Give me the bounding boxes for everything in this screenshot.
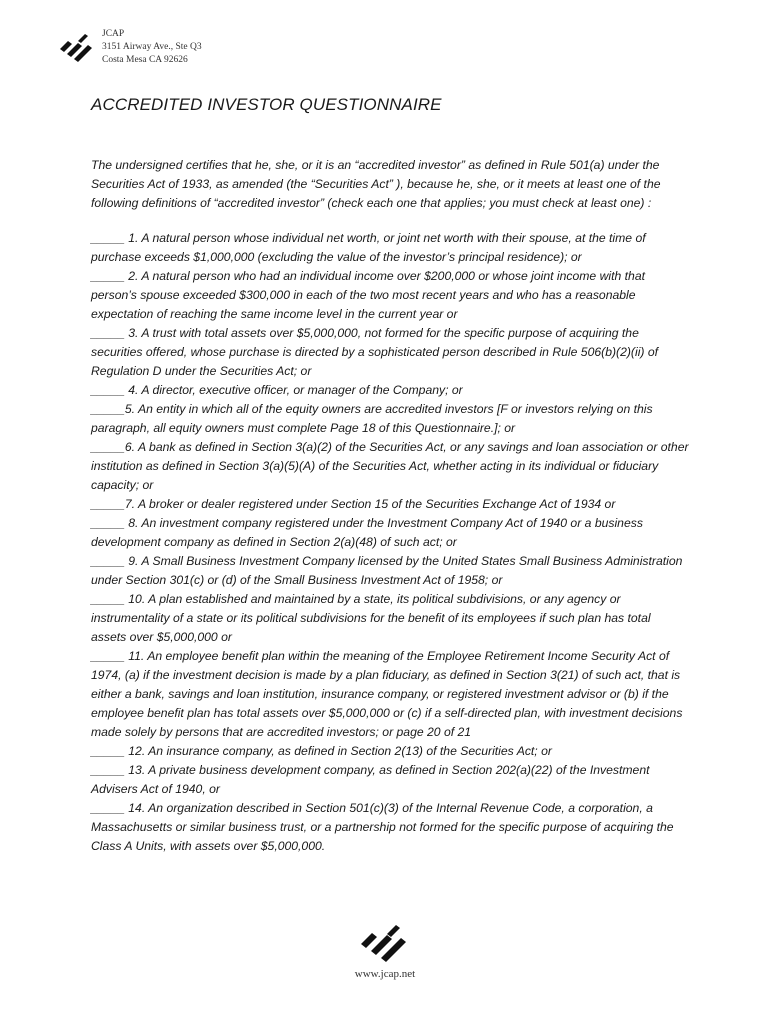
criteria-text: 12. An insurance company, as defined in Section 2(13) of the Securities Act; or	[128, 744, 552, 758]
criteria-text: 3. A trust with total assets over $5,000,000, not formed for the specific purpose of acquiring the securities offered, whose purchase is directed by a sophisticated person described in Rule 506(b)(2)(ii) of Regulation D under the Securities Act; or	[91, 326, 659, 378]
jcap-logo-icon	[357, 924, 413, 962]
address-line: Costa Mesa CA 92626	[102, 55, 188, 65]
criteria-text: 13. A private business development company, as defined in Section 202(a)(22) of the Investment Advisers Act of 1940, or	[91, 763, 650, 796]
check-blank[interactable]: _____	[91, 402, 125, 416]
check-blank[interactable]: _____	[91, 497, 125, 511]
check-blank[interactable]: _____	[91, 801, 129, 815]
criteria-item	[91, 761, 689, 799]
criteria-text: 7. A broker or dealer registered under Section 15 of the Securities Exchange Act of 1934 or	[124, 497, 616, 511]
criteria-item	[91, 647, 689, 742]
criteria-text: 6. A bank as defined in Section 3(a)(2) of the Securities Act, or any savings and loan association or other institution as defined in Section 3(a)(5)(A) of the Securities Act, whether acting in its individual or fiduciary capacity; or	[91, 440, 689, 492]
check-blank[interactable]: _____	[91, 554, 129, 568]
certification-intro: The undersigned certifies that he, she, or it is an “accredited investor” as defined in Rule 501(a) under the Securities Act of 1933, as amended (the “Securities Act” ), because he, she, or it meets at least one of the following definitions of “accredited investor” (check each one that applies; you must check at least one) :	[91, 158, 661, 210]
page-footer	[0, 924, 770, 980]
criteria-text: 11. An employee benefit plan within the meaning of the Employee Retirement Income Security Act of 1974, (a) if the investment decision is made by a plan fiduciary, as defined in Section 3(21) of such act, that is either a bank, savings and loan institution, insurance company, or registered investment advisor or (b) if the employee benefit plan has total assets over $5,000,000 or (c) if a self-directed plan, with investment decisions made solely by persons that are accredited investors; or page 20 of 21	[91, 649, 683, 739]
criteria-item	[91, 495, 689, 514]
criteria-item	[91, 400, 689, 438]
questionnaire-body	[91, 156, 689, 856]
criteria-text: 4. A director, executive officer, or manager of the Company; or	[128, 383, 463, 397]
criteria-item	[91, 590, 689, 647]
check-blank[interactable]: _____	[91, 326, 129, 340]
check-blank[interactable]: _____	[91, 516, 129, 530]
criteria-text: 5. An entity in which all of the equity owners are accredited investors [F or investors relying on this paragraph, all equity owners must complete Page 18 of this Questionnaire.]; or	[91, 402, 653, 435]
criteria-item	[91, 229, 689, 267]
criteria-item	[91, 514, 689, 552]
check-blank[interactable]: _____	[91, 592, 129, 606]
check-blank[interactable]: _____	[91, 231, 129, 245]
letterhead	[58, 28, 202, 67]
check-blank[interactable]: _____	[91, 744, 129, 758]
criteria-text: 9. A Small Business Investment Company licensed by the United States Small Business Administration under Section 301(c) or (d) of the Small Business Investment Act of 1958; or	[91, 554, 683, 587]
address-line: JCAP	[102, 29, 125, 39]
check-blank[interactable]: _____	[91, 649, 129, 663]
check-blank[interactable]: _____	[91, 440, 125, 454]
criteria-text: 14. An organization described in Section 501(c)(3) of the Internal Revenue Code, a corporation, a Massachusetts or similar business trust, or a partnership not formed for the specific purpose of acquiring the Class A Units, with assets over $5,000,000.	[91, 801, 674, 853]
criteria-text: 1. A natural person whose individual net worth, or joint net worth with their spouse, at the time of purchase exceeds $1,000,000 (excluding the value of the investor’s principal residence); or	[91, 231, 646, 264]
jcap-logo-icon	[58, 32, 96, 62]
criteria-item	[91, 267, 689, 324]
criteria-text: 10. A plan established and maintained by a state, its political subdivisions, or any agency or instrumentality of a state or its political subdivisions for the benefit of its employees if such plan has total assets over $5,000,000 or	[91, 592, 651, 644]
criteria-text: 2. A natural person who had an individual income over $200,000 or whose joint income with that person’s spouse exceeded $300,000 in each of the two most recent years and who has a reasonable expectation of reaching the same income level in the current year or	[91, 269, 645, 321]
check-blank[interactable]: _____	[91, 383, 129, 397]
check-blank[interactable]: _____	[91, 763, 129, 777]
criteria-item	[91, 552, 689, 590]
criteria-item	[91, 438, 689, 495]
accredited-criteria-list	[91, 229, 689, 856]
criteria-item	[91, 799, 689, 856]
website-link[interactable]: www.jcap.net	[354, 968, 416, 980]
document-title: ACCREDITED INVESTOR QUESTIONNAIRE	[91, 95, 442, 114]
criteria-item	[91, 324, 689, 381]
address-line: 3151 Airway Ave., Ste Q3	[102, 42, 202, 52]
criteria-text: 8. An investment company registered under the Investment Company Act of 1940 or a business development company as defined in Section 2(a)(48) of such act; or	[91, 516, 643, 549]
company-address	[102, 28, 202, 67]
check-blank[interactable]: _____	[91, 269, 129, 283]
criteria-item	[91, 742, 689, 761]
criteria-item	[91, 381, 689, 400]
